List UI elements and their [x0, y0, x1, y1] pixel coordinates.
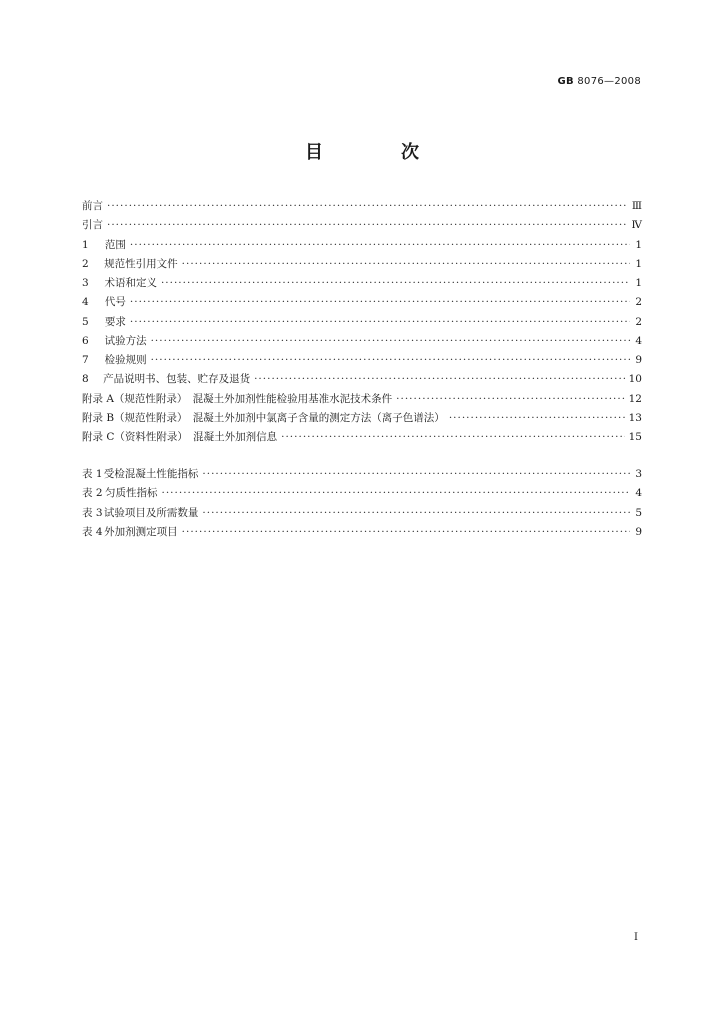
entry-label: 外加剂测定项目	[104, 525, 178, 538]
entry-number: 7	[82, 354, 89, 366]
entry-number: 2	[82, 257, 89, 270]
entry-label: 匀质性指标	[105, 487, 158, 500]
page-number: Ⅰ	[634, 932, 638, 943]
entry-number: 5	[82, 315, 89, 328]
entry-number: 3	[82, 277, 89, 289]
dot-leader	[107, 216, 628, 235]
table-entry[interactable]	[82, 523, 642, 542]
dot-leader	[449, 409, 625, 428]
standard-prefix: GB	[557, 76, 574, 87]
entry-number: 表 4	[82, 525, 103, 538]
entry-page-number: 1	[635, 277, 642, 289]
dot-leader	[151, 332, 630, 351]
entry-page-number: 5	[635, 506, 642, 519]
entry-label: 检验规则	[104, 354, 147, 366]
entry-number: 6	[82, 334, 89, 347]
standard-number	[557, 76, 641, 87]
entry-number: 表 2	[82, 487, 103, 500]
entry-page-number: 4	[635, 334, 642, 347]
toc-entry[interactable]	[82, 236, 642, 255]
toc-entry[interactable]	[82, 293, 642, 312]
dot-leader	[202, 465, 630, 484]
dot-leader	[281, 428, 625, 447]
entry-page-number: 9	[635, 354, 642, 366]
entry-page-number: 10	[628, 373, 642, 386]
entry-page-number: 15	[628, 431, 642, 443]
dot-leader	[130, 313, 630, 332]
toc-entry[interactable]	[82, 390, 642, 409]
entry-label: 代号	[104, 296, 126, 309]
dot-leader	[182, 523, 630, 542]
toc-entry[interactable]	[82, 332, 642, 351]
entry-page-number: 2	[635, 296, 642, 309]
entry-label: 附录 C（资料性附录） 混凝土外加剂信息	[82, 431, 278, 443]
entry-label: 附录 B（规范性附录） 混凝土外加剂中氯离子含量的测定方法（离子色谱法）	[82, 411, 445, 424]
toc-entry[interactable]	[82, 409, 642, 428]
dot-leader	[202, 504, 630, 523]
dot-leader	[130, 293, 630, 312]
dot-leader	[151, 351, 630, 370]
entry-label: 产品说明书、包装、贮存及退货	[103, 373, 251, 386]
entry-number: 8	[82, 373, 89, 386]
entry-label: 试验方法	[104, 334, 147, 347]
toc-entry[interactable]	[82, 313, 642, 332]
entry-page-number: 1	[635, 238, 642, 251]
entry-number: 4	[82, 296, 89, 309]
standard-code: 8076—2008	[577, 76, 641, 87]
entry-number: 表 3	[82, 506, 103, 519]
dot-leader	[182, 255, 630, 274]
table-list	[82, 465, 642, 542]
dot-leader	[130, 236, 630, 255]
entry-page-number: 4	[635, 487, 642, 500]
entry-page-number: Ⅲ	[631, 200, 642, 212]
toc-entry[interactable]	[82, 216, 642, 235]
dot-leader	[107, 197, 628, 216]
toc-entry[interactable]	[82, 428, 642, 447]
entry-page-number: 1	[635, 257, 642, 270]
entry-label: 附录 A（规范性附录） 混凝土外加剂性能检验用基准水泥技术条件	[82, 392, 393, 405]
entry-label: 要求	[104, 315, 126, 328]
dot-leader	[396, 390, 624, 409]
entry-label: 试验项目及所需数量	[103, 506, 199, 519]
toc-entry[interactable]	[82, 370, 642, 389]
table-entry[interactable]	[82, 484, 642, 503]
dot-leader	[254, 370, 625, 389]
toc-entry[interactable]	[82, 274, 642, 293]
entry-page-number: 3	[635, 468, 642, 480]
entry-page-number: 13	[628, 411, 642, 424]
entry-page-number: 9	[635, 525, 642, 538]
entry-page-number: 12	[628, 392, 642, 405]
toc-entry[interactable]	[82, 351, 642, 370]
table-entry[interactable]	[82, 504, 642, 523]
entry-number: 表 1	[82, 468, 103, 480]
entry-page-number: Ⅳ	[631, 219, 642, 232]
entry-page-number: 2	[635, 315, 642, 328]
entry-label: 受检混凝土性能指标	[103, 468, 199, 480]
toc-entry[interactable]	[82, 255, 642, 274]
entry-label: 规范性引用文件	[104, 257, 178, 270]
dot-leader	[162, 484, 631, 503]
table-entry[interactable]	[82, 465, 642, 484]
toc-title: 目 次	[305, 142, 449, 163]
dot-leader	[161, 274, 630, 293]
entry-label: 术语和定义	[104, 277, 157, 289]
entry-label: 范围	[104, 238, 126, 251]
entry-label: 引言	[82, 219, 103, 232]
entry-label: 前言	[82, 200, 103, 212]
entry-number: 1	[82, 238, 89, 251]
toc-list	[82, 197, 642, 447]
toc-entry[interactable]	[82, 197, 642, 216]
